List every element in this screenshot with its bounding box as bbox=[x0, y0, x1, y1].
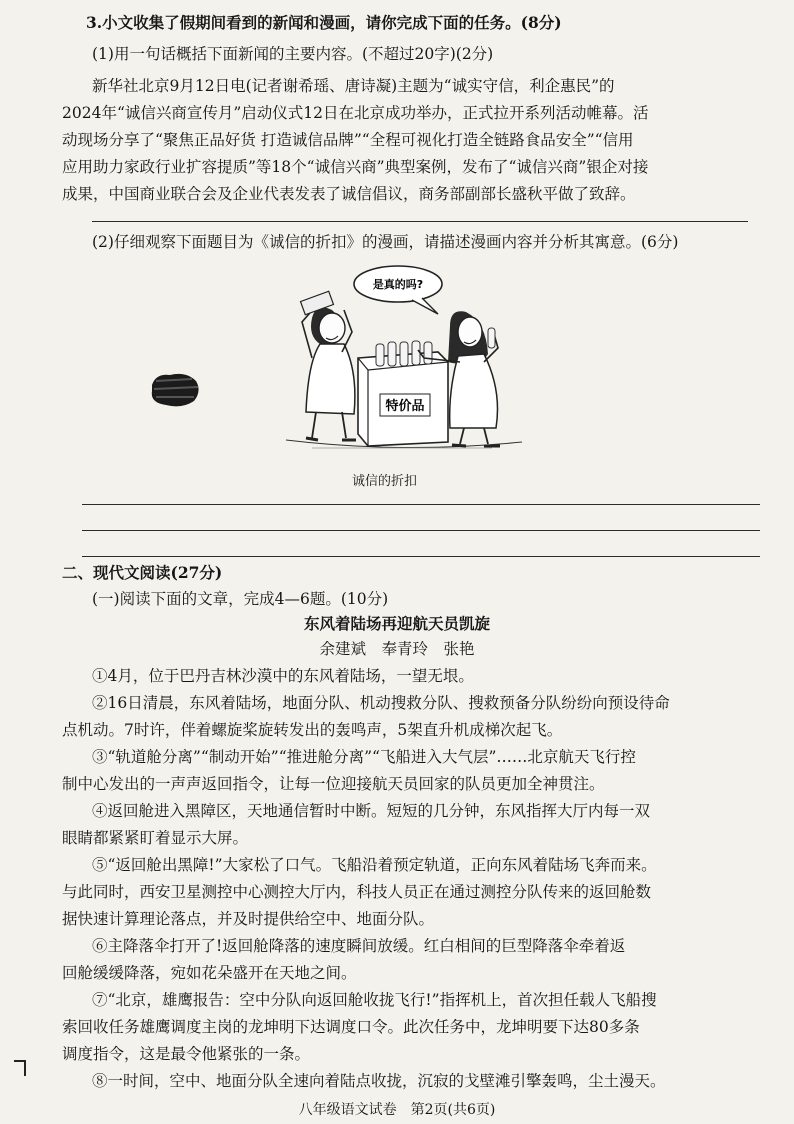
news-line: 应用助力家政行业扩容提质”等18个“诚信兴商”典型案例，发布了“诚信兴商”银企对接 bbox=[62, 158, 649, 176]
answer-line[interactable] bbox=[92, 221, 748, 222]
article-line: 回舱缓缓降落，宛如花朵盛开在天地之间。 bbox=[62, 964, 357, 982]
cartoon-integrity-discount bbox=[272, 262, 534, 458]
cartoon-caption: 诚信的折扣 bbox=[352, 474, 418, 489]
corner-crop-mark bbox=[14, 1060, 26, 1076]
q3-part2-prompt: (2)仔细观察下面题目为《诚信的折扣》的漫画，请描述漫画内容并分析其寓意。(6分) bbox=[92, 233, 679, 251]
article-line: 点机动。7时许，伴着螺旋桨旋转发出的轰鸣声，5架直升机成梯次起飞。 bbox=[62, 721, 563, 739]
answer-line[interactable] bbox=[82, 556, 760, 557]
box-label-text: 特价品 bbox=[385, 399, 425, 414]
article-line: 调度指令，这是最令他紧张的一条。 bbox=[62, 1045, 311, 1063]
article-line: ⑧一时间，空中、地面分队全速向着陆点收拢，沉寂的戈壁滩引擎轰鸣，尘土漫天。 bbox=[92, 1072, 666, 1090]
article-line: 索回收任务雄鹰调度主岗的龙坤明下达调度口令。此次任务中，龙坤明要下达80多条 bbox=[62, 1018, 640, 1036]
news-line: 2024年“诚信兴商宣传月”启动仪式12日在北京成功举办，正式拉开系列活动帷幕。活 bbox=[62, 104, 649, 122]
answer-line[interactable] bbox=[82, 530, 760, 531]
ink-scribble-mark bbox=[146, 367, 202, 411]
article-line: ③“轨道舱分离”“制动开始”“推进舱分离”“飞船进入大气层”……北京航天飞行控 bbox=[92, 748, 636, 766]
article-line: 制中心发出的一声声返回指令，让每一位迎接航天员回家的队员更加全神贯注。 bbox=[62, 775, 605, 793]
article-line: ⑤“返回舱出黑障!”大家松了口气。飞船沿着预定轨道，正向东风着陆场飞奔而来。 bbox=[92, 856, 657, 874]
article-line: ④返回舱进入黑障区，天地通信暂时中断。短短的几分钟，东风指挥大厅内每一双 bbox=[92, 802, 651, 820]
speech-bubble-text: 是真的吗? bbox=[372, 278, 424, 291]
section-instruction: (一)阅读下面的文章，完成4—6题。(10分) bbox=[92, 590, 389, 608]
news-line: 动现场分享了“聚焦正品好货 打造诚信品牌”“全程可视化打造全链路食品安全”“信用 bbox=[62, 131, 634, 149]
section-heading: 二、现代文阅读(27分) bbox=[62, 563, 223, 582]
article-authors: 余建斌 奉青玲 张艳 bbox=[319, 640, 475, 658]
news-line: 成果，中国商业联合会及企业代表发表了诚信倡议，商务部副部长盛秋平做了致辞。 bbox=[62, 185, 636, 203]
article-line: ①4月，位于巴丹吉林沙漠中的东风着陆场，一望无垠。 bbox=[92, 667, 474, 685]
article-line: 与此同时，西安卫星测控中心测控大厅内，科技人员正在通过测控分队传来的返回舱数 bbox=[62, 883, 652, 901]
news-line: 新华社北京9月12日电(记者谢希瑶、唐诗凝)主题为“诚实守信，利企惠民”的 bbox=[92, 77, 615, 95]
q3-part1-prompt: (1)用一句话概括下面新闻的主要内容。(不超过20字)(2分) bbox=[92, 45, 494, 63]
article-line: 眼睛都紧紧盯着显示大屏。 bbox=[62, 829, 249, 847]
article-line: 据快速计算理论落点，并及时提供给空中、地面分队。 bbox=[62, 910, 435, 928]
article-line: ⑦“北京，雄鹰报告：空中分队向返回舱收拢飞行!”指挥机上，首次担任载人飞船搜 bbox=[92, 991, 657, 1009]
article-line: ②16日清晨，东风着陆场，地面分队、机动搜救分队、搜救预备分队纷纷向预设待命 bbox=[92, 694, 670, 712]
page-footer: 八年级语文试卷 第2页(共6页) bbox=[298, 1102, 496, 1118]
article-line: ⑥主降落伞打开了!返回舱降落的速度瞬间放缓。红白相间的巨型降落伞牵着返 bbox=[92, 937, 626, 955]
article-title: 东风着陆场再迎航天员凯旋 bbox=[303, 614, 490, 633]
q3-title: 3.小文收集了假期间看到的新闻和漫画，请你完成下面的任务。(8分) bbox=[86, 13, 562, 32]
answer-line[interactable] bbox=[82, 504, 760, 505]
